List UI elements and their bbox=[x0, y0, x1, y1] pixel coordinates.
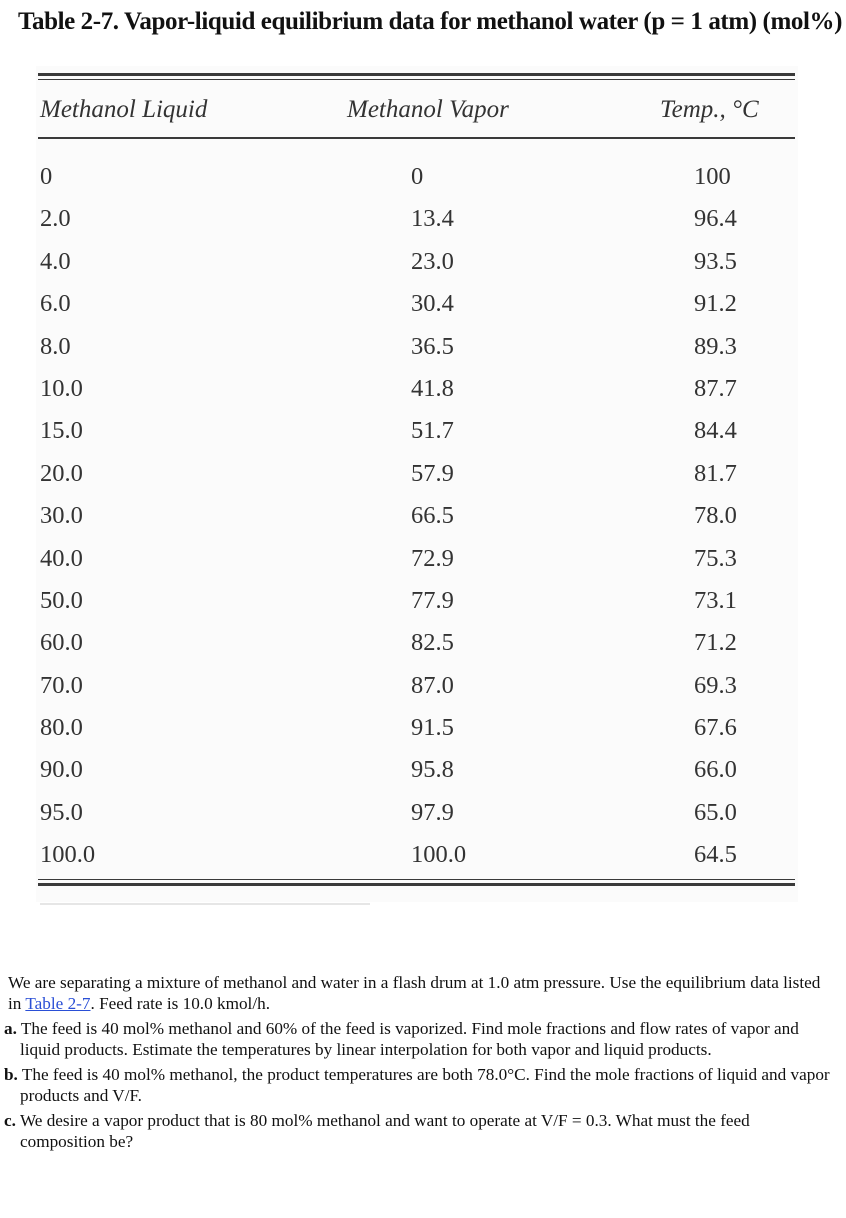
temp-cell: 65.0 bbox=[694, 798, 737, 826]
part-a-text: The feed is 40 mol% methanol and 60% of the feed is vaporized. Find mole fractions and flow rates of vapor and liquid products. Estimate the temperatures by linear interpolation for both vapor and liquid products. bbox=[20, 1019, 799, 1059]
part-b bbox=[4, 1064, 830, 1106]
table-body bbox=[0, 156, 846, 877]
table-title: Table 2-7. Vapor-liquid equilibrium data for methanol water (p = 1 atm) (mol%) bbox=[18, 8, 843, 35]
table-row bbox=[0, 538, 846, 580]
part-c bbox=[4, 1110, 830, 1152]
table-row bbox=[0, 792, 846, 834]
table-link[interactable]: Table 2-7 bbox=[25, 994, 91, 1013]
vapor-cell: 82.5 bbox=[411, 629, 454, 657]
temp-cell: 100 bbox=[694, 163, 731, 190]
vapor-cell: 23.0 bbox=[411, 247, 454, 275]
temp-cell: 64.5 bbox=[694, 841, 737, 869]
temp-cell: 81.7 bbox=[694, 459, 737, 487]
problem-statement bbox=[4, 972, 830, 1152]
vapor-cell: 51.7 bbox=[411, 417, 454, 445]
temp-cell: 69.3 bbox=[694, 671, 737, 699]
bottom-rule bbox=[38, 879, 795, 880]
liquid-cell: 10.0 bbox=[40, 374, 83, 402]
vapor-cell: 87.0 bbox=[411, 671, 454, 699]
temp-cell: 96.4 bbox=[694, 205, 737, 233]
table-row bbox=[0, 834, 846, 876]
liquid-cell: 20.0 bbox=[40, 459, 83, 487]
temp-cell: 87.7 bbox=[694, 374, 737, 402]
temp-cell: 66.0 bbox=[694, 756, 737, 784]
table-row bbox=[0, 241, 846, 283]
liquid-cell: 100.0 bbox=[40, 841, 96, 869]
table-row bbox=[0, 156, 846, 198]
vapor-cell: 72.9 bbox=[411, 544, 454, 572]
liquid-cell: 6.0 bbox=[40, 290, 71, 318]
temp-cell: 67.6 bbox=[694, 714, 737, 742]
part-a bbox=[4, 1018, 830, 1060]
table-row bbox=[0, 580, 846, 622]
intro-text: We are separating a mixture of methanol and water in a flash drum at 1.0 atm pressure. Use the equilibrium data listed in bbox=[8, 973, 821, 1013]
liquid-cell: 50.0 bbox=[40, 586, 83, 614]
table-row bbox=[0, 326, 846, 368]
part-c-text: We desire a vapor product that is 80 mol% methanol and want to operate at V/F = 0.3. What must the feed composition be? bbox=[19, 1111, 750, 1151]
liquid-cell: 2.0 bbox=[40, 205, 71, 233]
liquid-cell: 60.0 bbox=[40, 629, 83, 657]
liquid-cell: 30.0 bbox=[40, 502, 83, 530]
vapor-cell: 77.9 bbox=[411, 586, 454, 614]
table-row bbox=[0, 495, 846, 537]
top-rule-thin bbox=[38, 79, 795, 80]
liquid-cell: 70.0 bbox=[40, 671, 83, 699]
header-methanol-vapor: Methanol Vapor bbox=[347, 96, 509, 123]
vapor-cell: 13.4 bbox=[411, 205, 454, 233]
table-row bbox=[0, 622, 846, 664]
temp-cell: 75.3 bbox=[694, 544, 737, 572]
liquid-cell: 15.0 bbox=[40, 417, 83, 445]
part-a-label: a. bbox=[4, 1019, 17, 1038]
liquid-cell: 40.0 bbox=[40, 544, 83, 572]
temp-cell: 93.5 bbox=[694, 247, 737, 275]
temp-cell: 89.3 bbox=[694, 332, 737, 360]
problem-intro bbox=[4, 972, 830, 1014]
header-rule bbox=[38, 137, 795, 139]
vapor-cell: 100.0 bbox=[411, 841, 467, 869]
table-row bbox=[0, 749, 846, 791]
liquid-cell: 95.0 bbox=[40, 798, 83, 826]
vapor-cell: 0 bbox=[411, 163, 424, 190]
table-row bbox=[0, 283, 846, 325]
table-row bbox=[0, 665, 846, 707]
vapor-cell: 66.5 bbox=[411, 502, 454, 530]
vapor-cell: 97.9 bbox=[411, 798, 454, 826]
part-b-text: The feed is 40 mol% methanol, the product temperatures are both 78.0°C. Find the mole fractions of liquid and vapor products and V/F. bbox=[20, 1065, 830, 1105]
top-rule bbox=[38, 73, 795, 76]
table-row bbox=[0, 707, 846, 749]
vapor-cell: 91.5 bbox=[411, 714, 454, 742]
table-row bbox=[0, 453, 846, 495]
vapor-cell: 36.5 bbox=[411, 332, 454, 360]
faint-divider bbox=[40, 903, 370, 905]
liquid-cell: 0 bbox=[40, 163, 53, 190]
header-methanol-liquid: Methanol Liquid bbox=[40, 96, 208, 123]
part-c-label: c. bbox=[4, 1111, 16, 1130]
table-row bbox=[0, 410, 846, 452]
temp-cell: 78.0 bbox=[694, 502, 737, 530]
liquid-cell: 80.0 bbox=[40, 714, 83, 742]
temp-cell: 84.4 bbox=[694, 417, 737, 445]
vapor-cell: 30.4 bbox=[411, 290, 454, 318]
liquid-cell: 8.0 bbox=[40, 332, 71, 360]
table-row bbox=[0, 368, 846, 410]
liquid-cell: 4.0 bbox=[40, 247, 71, 275]
vapor-cell: 41.8 bbox=[411, 374, 454, 402]
vapor-cell: 57.9 bbox=[411, 459, 454, 487]
temp-cell: 91.2 bbox=[694, 290, 737, 318]
intro-text-end: . Feed rate is 10.0 kmol/h. bbox=[90, 994, 270, 1013]
part-b-label: b. bbox=[4, 1065, 18, 1084]
bottom-rule-thick bbox=[38, 883, 795, 886]
liquid-cell: 90.0 bbox=[40, 756, 83, 784]
table-row bbox=[0, 198, 846, 240]
vapor-cell: 95.8 bbox=[411, 756, 454, 784]
header-temp: Temp., °C bbox=[660, 96, 759, 123]
temp-cell: 73.1 bbox=[694, 586, 737, 614]
temp-cell: 71.2 bbox=[694, 629, 737, 657]
